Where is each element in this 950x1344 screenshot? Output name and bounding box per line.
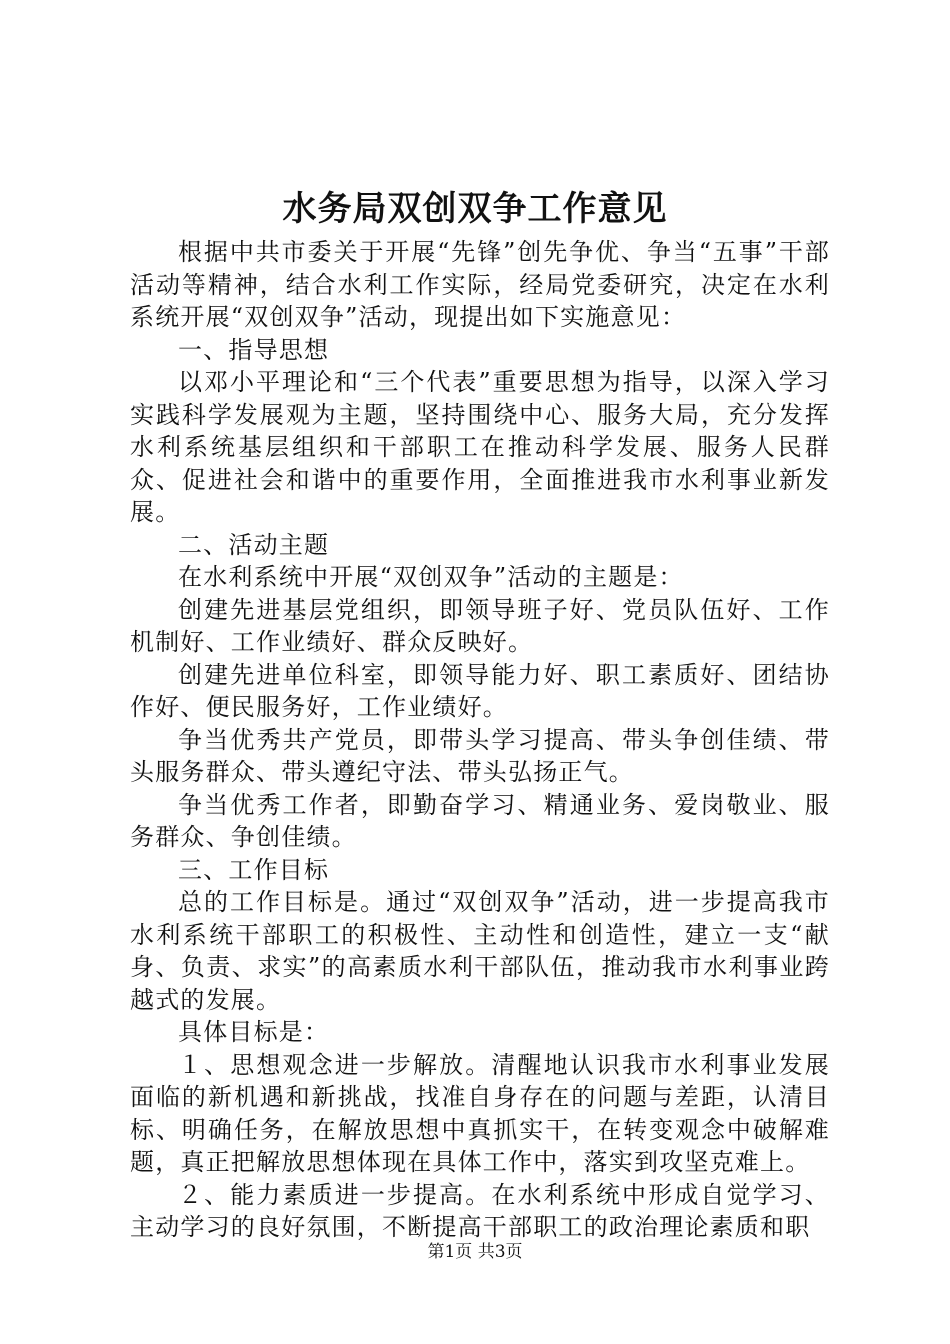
paragraph-theme-intro: 在水利系统中开展“双创双争”活动的主题是： bbox=[178, 563, 684, 591]
paragraph-guiding-ideology: 以邓小平理论和“三个代表”重要思想为指导，以深入学习实践科学发展观为主题，坚持围绕中心、服务大局，充分发挥水利系统基层组织和干部职工在推动科学发展、服务人民群众、促进社会和谐中的重要作用，全面推进我市水利事业新发展。 bbox=[130, 368, 830, 526]
paragraph-goal-2: ２、能力素质进一步提高。在水利系统中形成自觉学习、主动学习的良好氛围，不断提高干部职工的政治理论素质和职 bbox=[130, 1180, 830, 1241]
paragraph-theme-unit: 创建先进单位科室，即领导能力好、职工素质好、团结协作好、便民服务好，工作业绩好。 bbox=[130, 660, 830, 721]
page-number: 第1页 共3页 bbox=[427, 1242, 523, 1262]
heading-activity-theme: 二、活动主题 bbox=[178, 530, 330, 559]
document-body bbox=[130, 236, 830, 1244]
heading-guiding-ideology: 一、指导思想 bbox=[178, 335, 330, 364]
paragraph-specific-goals-intro: 具体目标是： bbox=[178, 1018, 330, 1046]
document-title: 水务局双创双争工作意见 bbox=[282, 189, 668, 229]
paragraph-theme-worker: 争当优秀工作者，即勤奋学习、精通业务、爱岗敬业、服务群众、争创佳绩。 bbox=[130, 790, 830, 851]
paragraph-goal-1: １、思想观念进一步解放。清醒地认识我市水利事业发展面临的新机遇和新挑战，找准自身存在的问题与差距，认清目标、明确任务，在解放思想中真抓实干，在转变观念中破解难题，真正把解放思想体现在具体工作中，落实到攻坚克难上。 bbox=[130, 1050, 830, 1176]
paragraph-theme-party-member: 争当优秀共产党员，即带头学习提高、带头争创佳绩、带头服务群众、带头遵纪守法、带头弘扬正气。 bbox=[130, 725, 830, 786]
paragraph-overall-goal: 总的工作目标是。通过“双创双争”活动，进一步提高我市水利系统干部职工的积极性、主动性和创造性，建立一支“献身、负责、求实”的高素质水利干部队伍，推动我市水利事业跨越式的发展。 bbox=[130, 888, 830, 1014]
paragraph-intro: 根据中共市委关于开展“先锋”创先争优、争当“五事”干部活动等精神，结合水利工作实际，经局党委研究，决定在水利系统开展“双创双争”活动，现提出如下实施意见： bbox=[130, 238, 830, 331]
paragraph-theme-party-org: 创建先进基层党组织，即领导班子好、党员队伍好、工作机制好、工作业绩好、群众反映好。 bbox=[130, 595, 830, 656]
heading-work-goals: 三、工作目标 bbox=[178, 855, 330, 884]
